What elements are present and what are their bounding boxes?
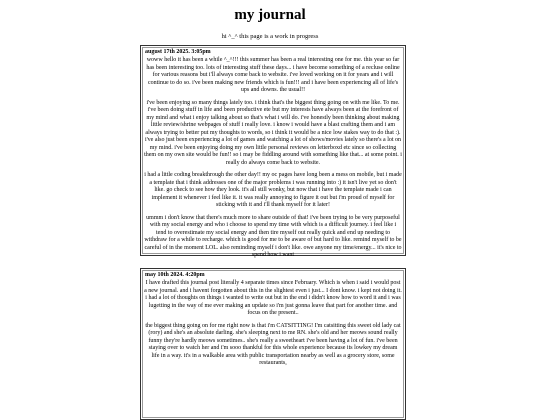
entry-scroll-area[interactable]	[144, 57, 402, 258]
entry-paragraph: ummm i don't know that there's much more to share outside of that! i've been trying to be very purposeful with my social energy and who i choose to spend my time with which is a difficult journey. i feel like i tend to overestimate my social energy and then tire myself out really quick and end up needing to withdraw for a while to recharge. which is good for me to be aware of but hard to like. remind myself to be careful of in the moment LOL. also reminding myself i don't like. owe anyone my time/energy... it's nice to spend how i want	[144, 214, 402, 258]
page-subtitle: hi ^_^ this page is a work in progress	[221, 33, 319, 40]
entry-scroll-area[interactable]	[144, 280, 402, 416]
entry-date: august 17th 2025. 3:05pm	[145, 49, 211, 55]
entry-paragraph: I have drafted this journal post literally 4 separate times since February. Which is when i said i would post a new journal. and i havent forgotten about this in the slightest even i just... I dont know. i kept not doing it. i had a lot of thoughts on things i wanted to write out but in the end i didn't know how to word it and i was lugetting in the way of me ever making an update so i'm just gonna leave that part for another time. and focus on the present..	[144, 280, 402, 316]
entry-paragraph: i've been enjoying so many things lately too. i think that's the biggest thing going on with me like. To me. i've been doing stuff in life and been productive ete but my interests have always been at the forefront of my mind and what i enjoy talking about so that's what i will do. i've honestly been thinking about making little review/shrine webpages of stuff i really love. i know i would have a blast crafting them and i am always trying to better put my thoughts to words, so i think it would be a nice low stakes way to do that :). i've also just been experiencing a lot of games and watching a lot of shows/movies lately so there's a lot on my mind. i've been enjoying doing my own little personal reviews on letterboxd etc since so collecting them on my own site would be fun!! so i may be fiddling around with something like that... at some point. i really do always come back to website.	[144, 99, 402, 166]
journal-entry	[140, 268, 406, 420]
entry-paragraph: i had a little coding breakthrough the other day!! my oc pages have long been a mess on mobile, but i made a template that i think addresses one of the major problems i was running into :) it isn't live yet so don't like. go check to see how they look. it's all still wonky, but now that i have the template made i can implement it whenever i feel like it. it was really annoying to figure it out but i'm proud of myself for sticking with it and i'll thank myself for it later!	[144, 172, 402, 208]
page-title: my journal	[234, 7, 306, 23]
entry-date: may 10th 2024. 4:20pm	[145, 272, 205, 278]
entry-paragraph: the biggest thing going on for me right now is that i'm CATSITTING! I'm catsitting this sweet old lady cat (rory) and she's an absolute darling. she's sleeping next to me RN. she's old and her meows sound really funny they're hardly meows sometimes.. she's really a sweetheart i've been having a lot of fun. i've been staying over to watch her and i'm sooo thankful for this whole experience because its lowkey my dream life in a way. it's in a walkable area with public transportation nearby as well as a grocery store, some restaurants,	[145, 322, 401, 366]
journal-entry	[140, 45, 406, 256]
entry-paragraph: woww hello it has been a while ^_^!!! this summer has been a real interesting one for me. this year so far has been interesting too. lots of interesting stuff these days... i have become something of a recluse online for various reasons but i'll always come back to website. i've loved working on it for years and i will continue to do so. i've been making new friends which is fun!!! and i have been experiencing all of life's ups and downs. the usual!!	[146, 57, 400, 93]
